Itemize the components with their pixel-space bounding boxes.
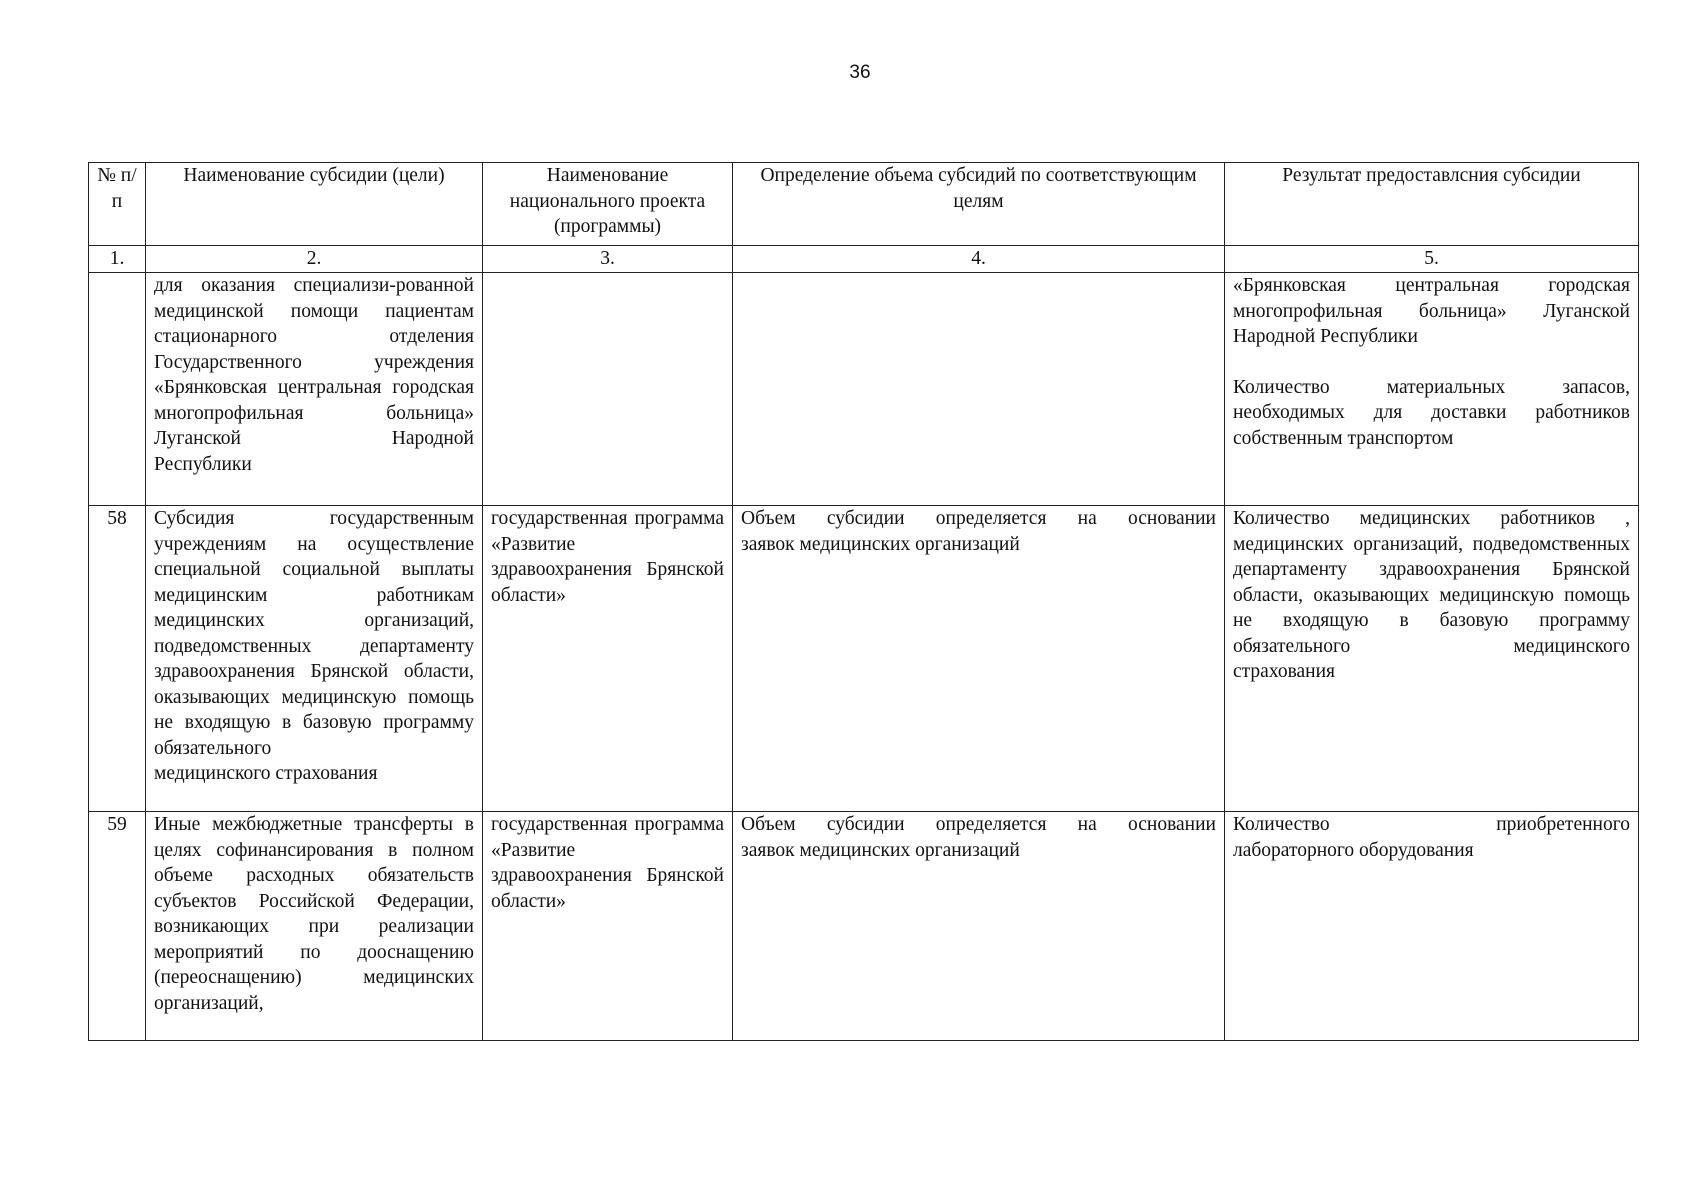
subsidy-name-cell xyxy=(146,812,483,1041)
column-number: 4. xyxy=(733,246,1225,273)
result-text: Количество медицинских работников , медицинских организаций, подведомственных департаменту здравоохранения Брянской области, оказывающих медицинскую помощь не входящую в базовую программу обязательного медицинского xyxy=(1233,508,1630,657)
volume-cell xyxy=(733,812,1225,1041)
subsidy-table xyxy=(88,162,1639,1041)
result-cell xyxy=(1225,273,1639,506)
result-cell xyxy=(1225,812,1639,1041)
table-row xyxy=(89,812,1639,1041)
row-number: 59 xyxy=(89,812,146,1041)
subsidy-name-text: Иные межбюджетные трансферты в целях софинансирования в полном объеме расходных обязательств субъектов Российской Федерации, возникающих при реализации мероприятий по дооснащению (переоснащению) медицинских организаций, xyxy=(154,814,474,1014)
volume-text-last: заявок медицинских организаций xyxy=(741,533,1020,555)
volume-text: Объем субсидии определяется на основании xyxy=(741,508,1216,529)
column-number: 2. xyxy=(146,246,483,273)
result-text-last: собственным транспортом xyxy=(1233,427,1454,449)
result-text-last: страхования xyxy=(1233,661,1336,682)
page-number: 36 xyxy=(849,62,871,83)
result-text: Количество приобретенного xyxy=(1233,814,1630,835)
result-cell xyxy=(1225,506,1639,812)
header-national-project: Наименование национального проекта (программы) xyxy=(483,163,733,246)
header-volume-definition: Определение объема субсидий по соответствующим целям xyxy=(733,163,1225,246)
project-text-last: здравоохранения Брянской области» xyxy=(491,865,724,912)
column-number: 3. xyxy=(483,246,733,273)
result-text-last: Народной Республики xyxy=(1233,326,1418,347)
project-cell xyxy=(483,812,733,1041)
volume-text: Объем субсидии определяется на основании xyxy=(741,814,1216,835)
table-row xyxy=(89,273,1639,506)
project-text: государственная программа «Развитие xyxy=(491,508,724,555)
column-number: 1. xyxy=(89,246,146,273)
subsidy-name-text-last: медицинского страхования xyxy=(154,763,378,784)
table-row xyxy=(89,506,1639,812)
header-number: № п/п xyxy=(89,163,146,246)
table-header-row xyxy=(89,163,1639,246)
column-number: 5. xyxy=(1225,246,1639,273)
project-cell xyxy=(483,273,733,506)
header-subsidy-name: Наименование субсидии (цели) xyxy=(146,163,483,246)
project-text-last: здравоохранения Брянской области» xyxy=(491,559,724,606)
subsidy-name-cell xyxy=(146,506,483,812)
subsidy-name-text: для оказания специализи-рованной медицинской помощи пациентам стационарного отделения Государственного учреждения «Брянковская центральная городская многопрофильная больница» Луганской Народной xyxy=(154,275,474,449)
header-result: Результат предоставлсния субсидии xyxy=(1225,163,1639,246)
result-text: Количество материальных запасов, необходимых для доставки работников xyxy=(1233,376,1630,423)
subsidy-name-text-last: Республики xyxy=(154,453,252,475)
project-cell xyxy=(483,506,733,812)
subsidy-name-text: Субсидия государственным учреждениям на осуществление специальной социальной выплаты медицинским работникам медицинских организаций, подведомственных департаменту здравоохранения Брянской области, оказывающих медицинскую помощь не входящую в базовую программу обязательного xyxy=(154,508,474,759)
row-number xyxy=(89,273,146,506)
row-number: 58 xyxy=(89,506,146,812)
result-text: «Брянковская центральная городская многопрофильная больница» Луганской xyxy=(1233,275,1630,322)
subsidy-name-cell xyxy=(146,273,483,506)
volume-cell xyxy=(733,273,1225,506)
volume-text-last: заявок медицинских организаций xyxy=(741,839,1020,861)
result-text-last: лабораторного оборудования xyxy=(1233,839,1474,861)
project-text: государственная программа «Развитие xyxy=(491,814,724,861)
column-number-row xyxy=(89,246,1639,273)
paragraph-gap xyxy=(1233,350,1630,375)
volume-cell xyxy=(733,506,1225,812)
